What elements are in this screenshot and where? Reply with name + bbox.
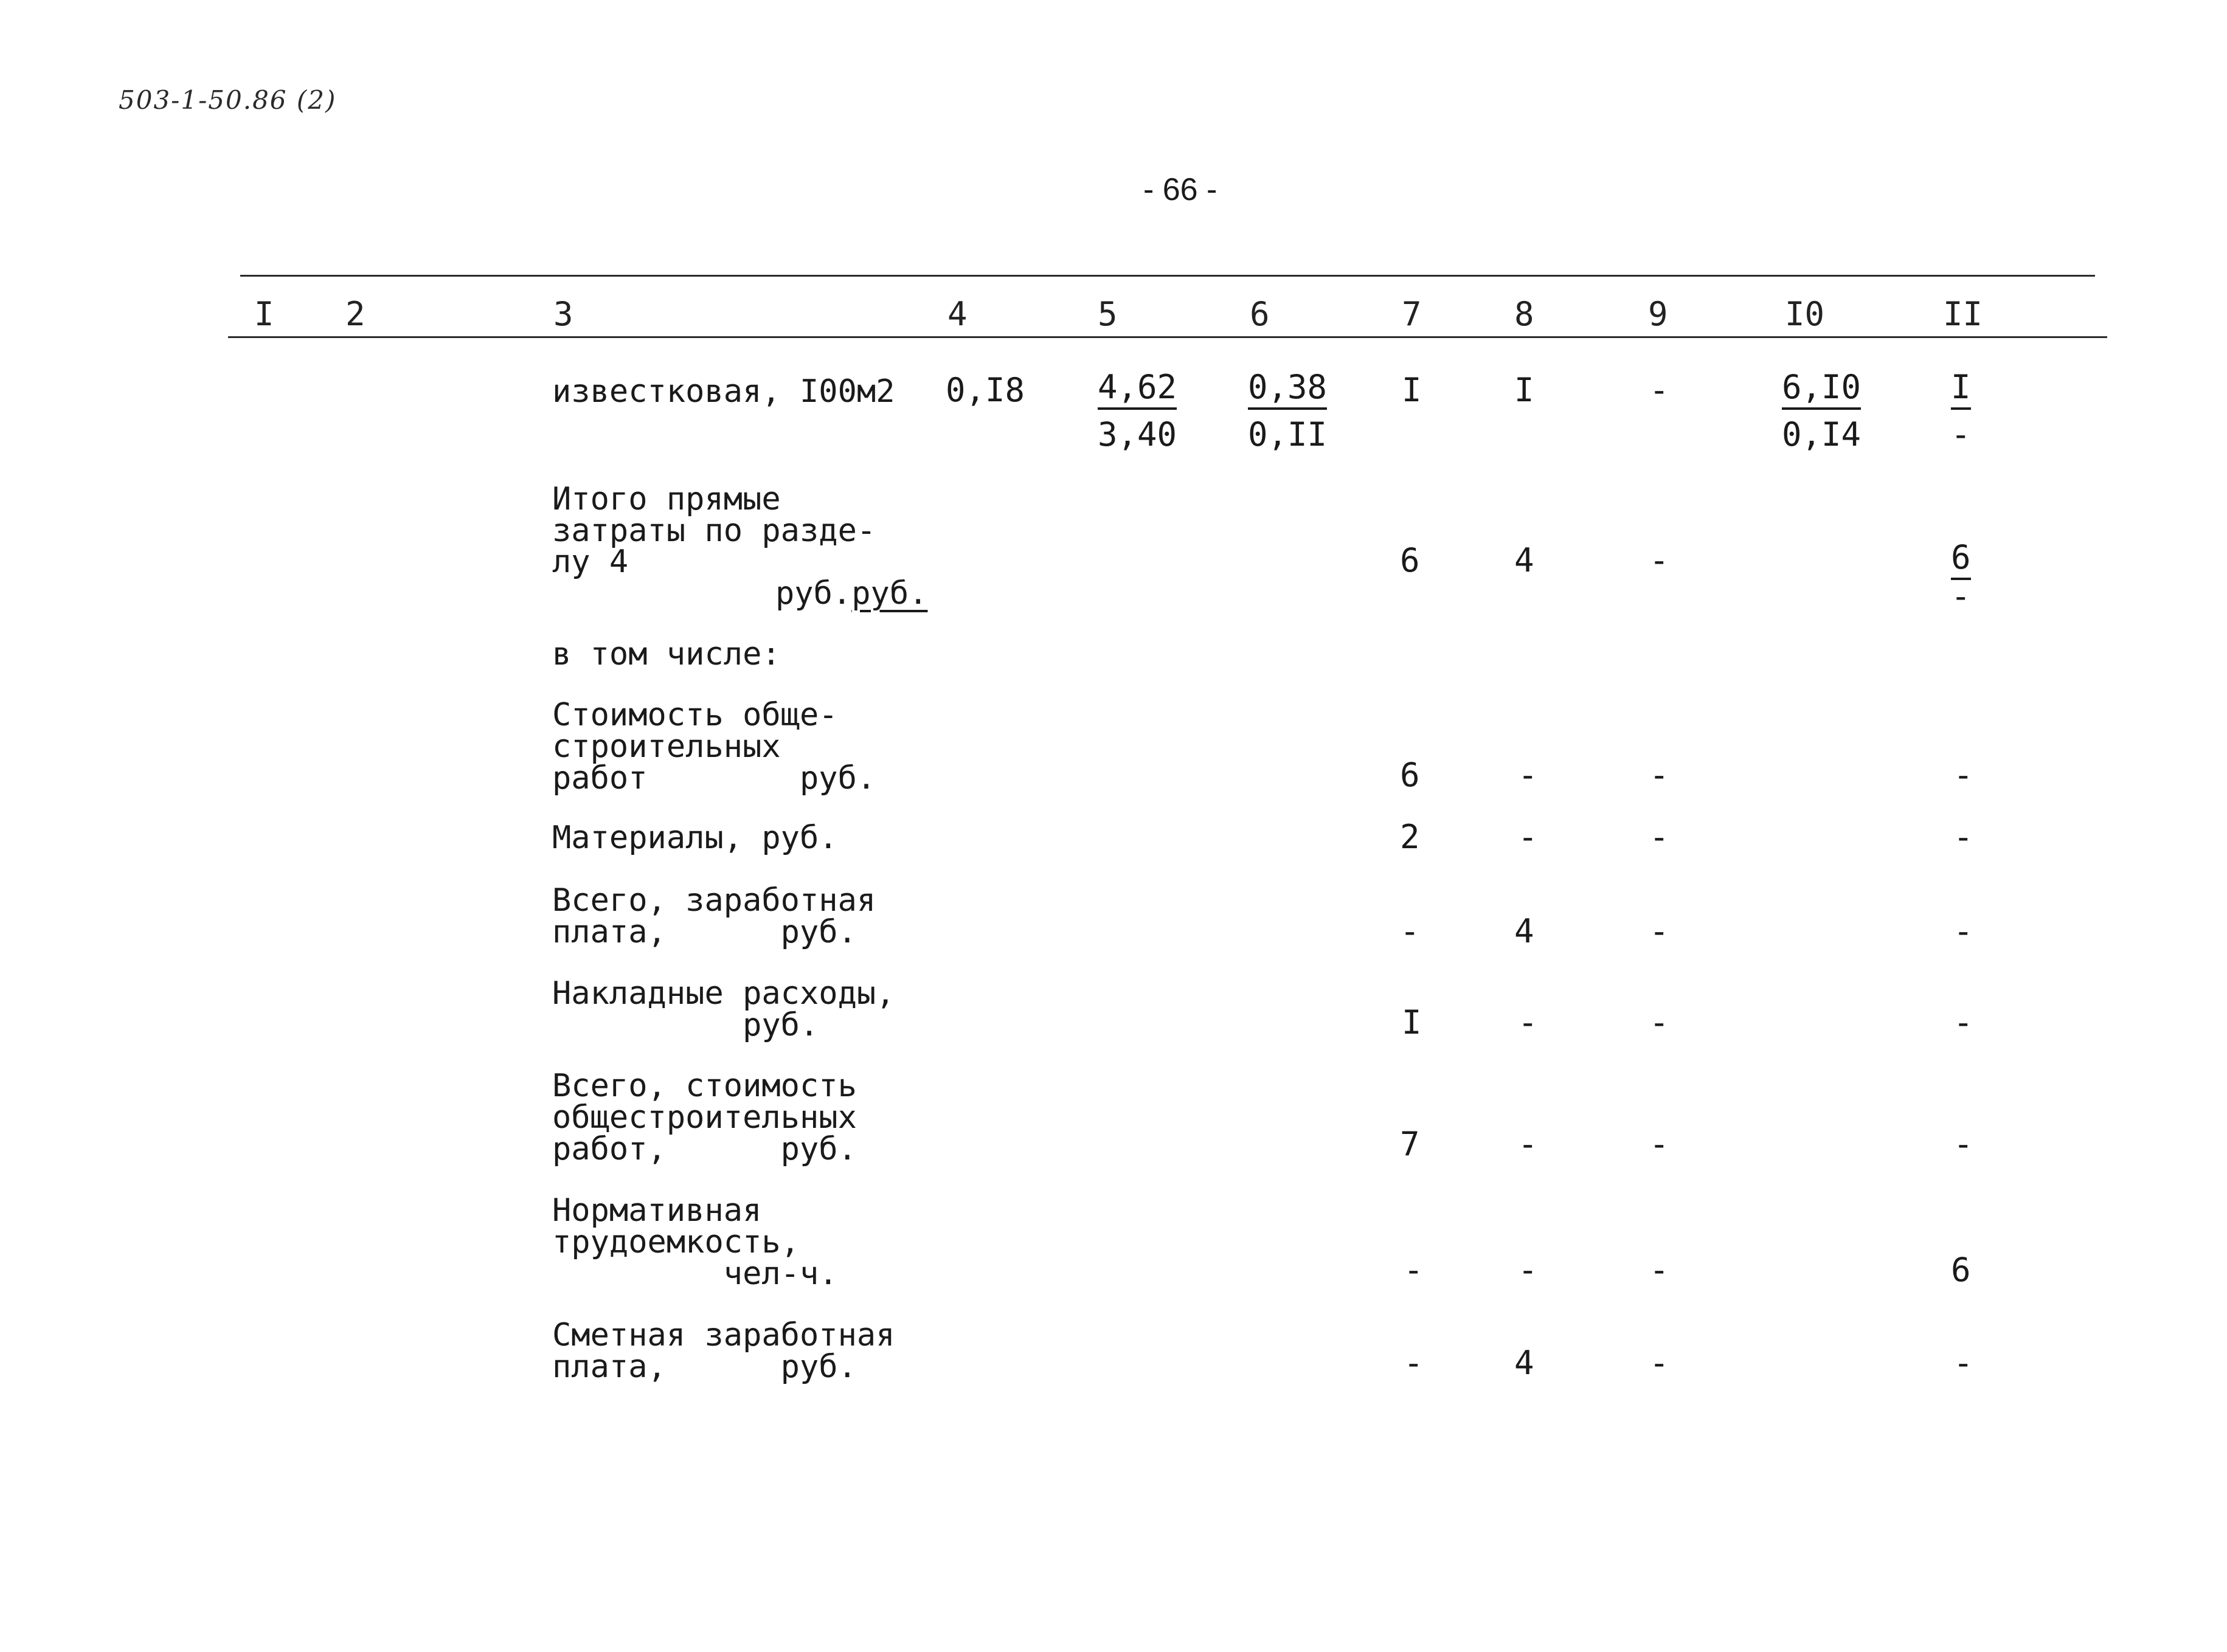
row-label-line: общестроительных	[552, 1099, 857, 1136]
column-header-6: 6	[1250, 295, 1270, 333]
cell-col5-fraction	[1098, 368, 1177, 454]
cell-col7: 2	[1400, 818, 1420, 856]
row-label-line: Накладные расходы,	[552, 975, 895, 1012]
total-unit-top: руб.	[851, 575, 928, 612]
cell-col11: -	[1953, 912, 1973, 950]
cell-col11-bottom: -	[1951, 415, 1971, 454]
cell-col11: -	[1953, 1003, 1973, 1042]
row-label-line: Материалы, руб.	[552, 820, 838, 856]
total-unit-bottom: руб.	[775, 575, 852, 612]
cell-col8: 4	[1514, 912, 1534, 950]
cell-col11: -	[1953, 756, 1973, 794]
cell-col9: -	[1649, 1344, 1669, 1382]
total-label-line2: затраты по разде-	[552, 513, 876, 549]
cell-col11: -	[1953, 1125, 1973, 1163]
row-label-line: плата, руб.	[552, 914, 857, 950]
column-header-2: 2	[345, 295, 365, 333]
cell-col11: 6	[1951, 1251, 1971, 1289]
total-col11-fraction	[1951, 538, 1971, 615]
cell-col7: -	[1404, 1251, 1424, 1289]
cell-col9: -	[1649, 1125, 1669, 1163]
column-header-3: 3	[553, 295, 573, 333]
cell-col7: I	[1402, 1003, 1422, 1042]
row-label-line: Стоимость обще-	[552, 697, 838, 733]
cell-col9: -	[1649, 756, 1669, 794]
cell-col7: -	[1404, 1344, 1424, 1382]
row-label-line: Всего, стоимость	[552, 1068, 857, 1104]
row-label-line: Всего, заработная	[552, 882, 876, 919]
row-label-line: трудоемкость,	[552, 1224, 800, 1260]
cell-col7: 7	[1400, 1125, 1420, 1163]
column-header-8: 8	[1514, 295, 1534, 333]
cell-col8: -	[1518, 818, 1538, 856]
total-label-line1: Итого прямые	[552, 481, 781, 517]
column-header-4: 4	[947, 295, 968, 333]
cell-col6-fraction	[1248, 368, 1328, 454]
cell-col7: I	[1402, 371, 1422, 409]
row-label-line: работ руб.	[552, 760, 876, 797]
cell-col9: -	[1649, 371, 1669, 409]
row-label-line: плата, руб.	[552, 1349, 857, 1385]
cell-col10-bottom: 0,I4	[1782, 415, 1862, 454]
cell-col8: 4	[1514, 1344, 1534, 1382]
row-label-line: чел-ч.	[552, 1256, 838, 1292]
cell-col9: -	[1649, 818, 1669, 856]
cell-col6-bottom: 0,II	[1248, 415, 1328, 454]
column-header-10: I0	[1785, 295, 1825, 333]
cell-col5-bottom: 3,40	[1098, 415, 1177, 454]
cell-col8: -	[1518, 756, 1538, 794]
total-col8: 4	[1514, 541, 1534, 579]
total-col11-bottom: -	[1951, 577, 1971, 615]
row-label-line: работ, руб.	[552, 1131, 857, 1167]
cell-col5-top: 4,62	[1098, 371, 1177, 410]
total-label-line3: лу 4	[552, 544, 629, 580]
row-label-line: Сметная заработная	[552, 1317, 895, 1353]
row-label-line: Нормативная	[552, 1192, 762, 1229]
column-header-1: I	[254, 295, 274, 333]
cell-col11-fraction	[1951, 368, 1971, 454]
row-label-line: строительных	[552, 728, 781, 765]
column-header-9: 9	[1648, 295, 1668, 333]
total-col11-top: 6	[1951, 541, 1971, 580]
cell-col11: -	[1953, 1344, 1973, 1382]
cell-col11: -	[1953, 818, 1973, 856]
column-header-5: 5	[1098, 295, 1118, 333]
cell-col7: -	[1400, 912, 1420, 950]
column-header-7: 7	[1402, 295, 1422, 333]
cell-col8: -	[1518, 1251, 1538, 1289]
cell-col8: I	[1514, 371, 1534, 409]
cell-col11-top: I	[1951, 371, 1971, 410]
cell-col7: 6	[1400, 756, 1420, 794]
table-top-rule	[240, 275, 2095, 277]
cell-col9: -	[1649, 1251, 1669, 1289]
header-bottom-rule	[228, 336, 2107, 338]
row-label-line: руб.	[552, 1007, 819, 1043]
cell-col10-top: 6,I0	[1782, 371, 1861, 410]
page-number: - 66 -	[1143, 172, 1217, 207]
cell-col4: 0,I8	[946, 371, 1025, 409]
total-col7: 6	[1400, 541, 1420, 579]
cell-col10-fraction	[1782, 368, 1862, 454]
column-header-11: II	[1943, 295, 1983, 333]
cell-col9: -	[1649, 912, 1669, 950]
document-code: 503-1-50.86 (2)	[119, 85, 337, 115]
cell-col6-top: 0,38	[1248, 371, 1327, 410]
row-label: известковая, I00м2	[552, 373, 895, 410]
total-col9: -	[1649, 541, 1669, 579]
cell-col8: -	[1518, 1003, 1538, 1042]
cell-col8: -	[1518, 1125, 1538, 1163]
including-label: в том числе:	[552, 636, 781, 672]
cell-col9: -	[1649, 1003, 1669, 1042]
